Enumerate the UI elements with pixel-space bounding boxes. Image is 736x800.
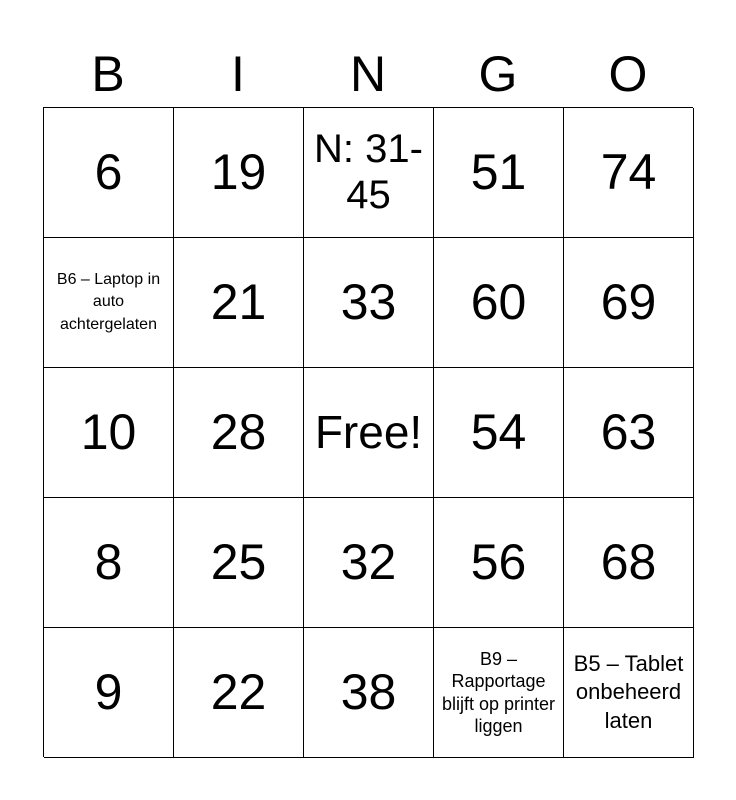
cell-text: 28: [210, 404, 267, 460]
bingo-cell[interactable]: [44, 368, 174, 498]
bingo-cell[interactable]: [434, 238, 564, 368]
bingo-cell[interactable]: [304, 498, 434, 628]
cell-text: 56: [470, 534, 527, 590]
bingo-card-grid: [43, 107, 693, 757]
header-letter-i: I: [231, 46, 245, 102]
bingo-cell[interactable]: [44, 238, 174, 368]
cell-text: 60: [470, 274, 527, 330]
cell-text: 54: [470, 404, 527, 460]
cell-text: 32: [340, 534, 397, 590]
cell-text: 74: [600, 144, 657, 200]
bingo-cell[interactable]: [174, 238, 304, 368]
bingo-cell[interactable]: [174, 108, 304, 238]
header-letter-g: G: [478, 46, 518, 102]
bingo-cell[interactable]: [304, 238, 434, 368]
header-letter-o: O: [608, 46, 648, 102]
bingo-cell[interactable]: [44, 108, 174, 238]
bingo-free-space[interactable]: [304, 368, 434, 498]
cell-text: 22: [210, 664, 267, 720]
bingo-cell[interactable]: [174, 628, 304, 758]
cell-text: 51: [470, 144, 527, 200]
bingo-cell[interactable]: [564, 628, 694, 758]
cell-text: 21: [210, 274, 267, 330]
bingo-cell[interactable]: [174, 368, 304, 498]
bingo-cell[interactable]: [434, 498, 564, 628]
bingo-cell[interactable]: [434, 108, 564, 238]
bingo-cell[interactable]: [304, 628, 434, 758]
free-space-text: Free!: [314, 406, 423, 459]
cell-text: B9 – Rapportage blijft op printer liggen: [441, 648, 556, 736]
bingo-header: [43, 40, 693, 108]
bingo-cell[interactable]: [174, 498, 304, 628]
cell-text: 25: [210, 534, 267, 590]
cell-text: 8: [94, 534, 123, 590]
cell-text: 63: [600, 404, 657, 460]
cell-text: 9: [94, 664, 123, 720]
cell-text: 69: [600, 274, 657, 330]
bingo-cell[interactable]: [434, 368, 564, 498]
cell-text: 6: [94, 144, 123, 200]
cell-text: 19: [210, 144, 267, 200]
bingo-cell[interactable]: [44, 628, 174, 758]
bingo-cell[interactable]: [434, 628, 564, 758]
cell-text: 38: [340, 664, 397, 720]
cell-text: N: 31-45: [314, 127, 423, 217]
bingo-cell[interactable]: [564, 368, 694, 498]
header-letter-b: B: [91, 46, 125, 102]
bingo-cell[interactable]: [564, 498, 694, 628]
bingo-cell[interactable]: [564, 238, 694, 368]
cell-text: 68: [600, 534, 657, 590]
bingo-cell[interactable]: [44, 498, 174, 628]
cell-text: 10: [80, 404, 137, 460]
header-letter-n: N: [349, 46, 387, 102]
cell-text: B5 – Tablet onbeheerd laten: [573, 650, 684, 733]
cell-text: 33: [340, 274, 397, 330]
bingo-cell[interactable]: [564, 108, 694, 238]
cell-text: B6 – Laptop in auto achtergelaten: [56, 270, 161, 333]
bingo-cell[interactable]: [304, 108, 434, 238]
